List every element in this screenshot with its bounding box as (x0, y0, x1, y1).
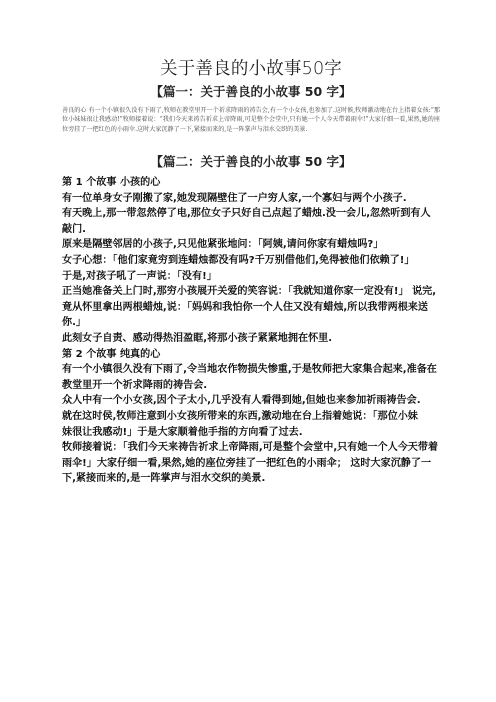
section-1-heading (62, 84, 440, 100)
story-paragraph: 原来是隔壁邻居的小孩子,只见他紧张地问：「阿姨,请问你家有蜡烛吗?」 (62, 239, 384, 251)
story-paragraph: 就在这时侯,牧师注意到小女孩所带来的东西,激动地在台上指着她说：「那位小妹 (62, 410, 418, 422)
story-paragraph: 妹很让我感动!」于是大家顺着他手指的方向看了过去. (62, 426, 303, 438)
document-title: 关于善良的小故事50字 (160, 59, 342, 79)
story-paragraph: 正当她准备关上门时,那穷小孩展开关爱的笑容说：「我就知道你家一定没有!」 说完,竟从怀里拿出两根蜡烛,说：「妈妈和我怕你一个人住又没有蜡烛,所以我带两根来送你.」 (62, 286, 437, 329)
section-1-close-bracket: 】 (339, 84, 352, 99)
section-1-open-bracket: 【 (150, 84, 163, 99)
section-1-body: 善良的心 有一个小镇很久没有下雨了,牧师在教堂里开一个祈求降雨的祷告会,有一个小女孩,也参加了.这时候,牧师激动地在台上指着女孩:“那位小妹妹很让我感动!”牧师接着说：“我们今天来祷告祈求上帝降雨,可是整个会堂中,只有她一个人今天带着雨伞!”大家仔细一看,果然,她的座位旁挂了一把红色的小雨伞.这时大家沉静了一下,紧接而来的,是一阵掌声与泪水交织的美景. (62, 107, 440, 133)
story-2-title: 第 2 个故事 纯真的心 (62, 348, 161, 360)
story-paragraph: 于是,对孩子吼了一声说：「没有!」 (62, 270, 217, 282)
section-2-close-bracket: 】 (339, 154, 352, 169)
story-paragraph: 众人中有一个小女孩,因个子太小,几乎没有人看得到她,但她也来参加祈雨祷告会. (62, 395, 421, 407)
story-paragraph: 有一个小镇很久没有下雨了,令当地农作物损失惨重,于是牧师把大家集合起来,准备在教堂里开一个祈求降雨的祷告会. (62, 364, 437, 391)
section-2-open-bracket: 【 (150, 154, 163, 169)
story-1-title: 第 1 个故事 小孩的心 (62, 177, 161, 188)
story-paragraph: 有一位单身女子刚搬了家,她发现隔壁住了一户穷人家,一个寡妇与两个小孩子. (62, 192, 407, 204)
section-1-heading-text: 篇一：关于善良的小故事 50 字 (162, 84, 340, 99)
story-paragraph: 女子心想：「他们家竟穷到连蜡烛都没有吗?千万别借他们,免得被他们依赖了!」 (62, 254, 415, 266)
story-paragraph: 牧师接着说：「我们今天来祷告祈求上帝降雨,可是整个会堂中,只有她一个人今天带着雨伞!」大家仔细一看,果然,她的座位旁挂了一把红色的小雨伞； 这时大家沉静了一下,紧接而来的,是一阵掌声与泪水交织的美景. (62, 442, 439, 485)
story-paragraph: 有天晚上,那一带忽然停了电,那位女子只好自己点起了蜡烛.没一会儿,忽然听到有人敲门. (62, 208, 431, 235)
story-paragraph: 此刻女子自责、感动得热泪盈眶,将那小孩子紧紧地拥在怀里. (62, 332, 333, 344)
section-2-heading (62, 154, 440, 170)
section-2-body (62, 175, 440, 487)
section-2-heading-text: 篇二：关于善良的小故事 50 字 (162, 154, 340, 169)
